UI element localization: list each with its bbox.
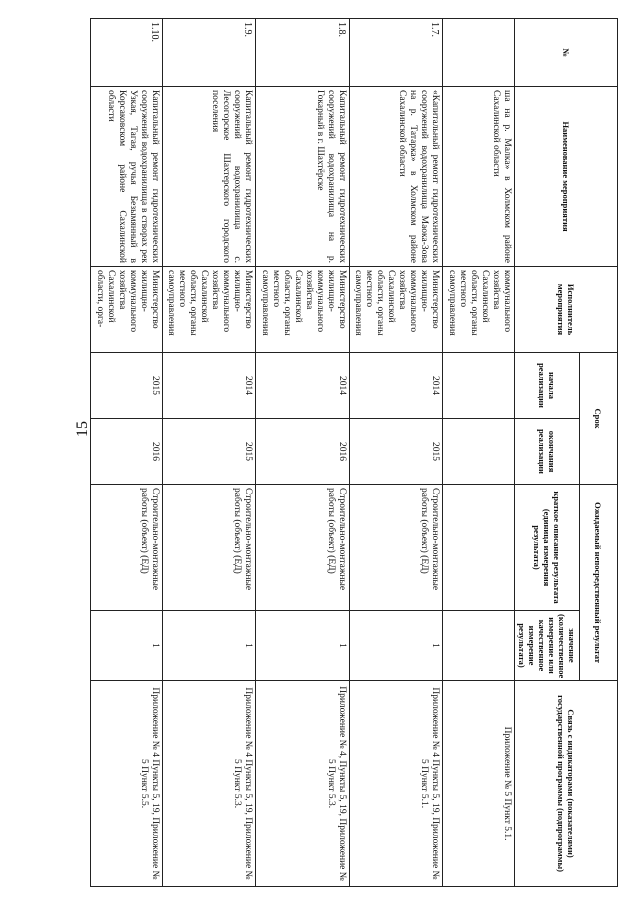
cell-executor: Министерство жилищно-коммунального хозяйства Сахалинской области, органы местного самоуправления: [256, 267, 350, 353]
cell-start: 2014: [162, 353, 256, 419]
cell-executor: Министерство жилищно-коммунального хозяйства Сахалинской области, орга-: [91, 267, 163, 353]
cell-desc: Строительно-монтажные работы (объект) (ЕД): [162, 485, 256, 611]
cell-value: 1: [91, 611, 163, 681]
cell-name: ша на р. Малка» в Холмском районе Сахалинской области: [443, 87, 515, 267]
cell-link: Приложение № 4, Пункты 5, 19, Приложение № 5 Пункт 5.3.: [256, 681, 350, 887]
cell-name: «Капитальный ремонт гидротехнических сооружений водохранилища Маока-Зова на р. Татарка» в Холмском районе Сахалинской области: [349, 87, 443, 267]
cell-num: 1.7.: [349, 19, 443, 87]
cell-end: [443, 419, 515, 485]
cell-end: 2015: [162, 419, 256, 485]
table-row: [443, 19, 515, 887]
header-result-desc: краткое описание результата (единица измерения результата): [515, 485, 580, 611]
cell-desc: [443, 485, 515, 611]
cell-value: 1: [162, 611, 256, 681]
cell-start: 2015: [91, 353, 163, 419]
cell-desc: Строительно-монтажные работы (объект) (ЕД): [91, 485, 163, 611]
table-row: [162, 19, 256, 887]
cell-num: 1.10.: [91, 19, 163, 87]
page-number: 15: [74, 421, 91, 437]
cell-num: [443, 19, 515, 87]
cell-end: 2016: [91, 419, 163, 485]
cell-desc: Строительно-монтажные работы (объект) (ЕД): [256, 485, 350, 611]
cell-name: Капитальный ремонт гидротехнических сооружений водохранилища с. Лесогорское Шахтерского городского поселения: [162, 87, 256, 267]
cell-link: Приложение № 4 Пункты 5, 19, Приложение № 5 Пункт 5.3.: [162, 681, 256, 887]
cell-value: 1: [256, 611, 350, 681]
header-start: начала реализации: [515, 353, 580, 419]
table-row: [91, 19, 163, 887]
table-row: [256, 19, 350, 887]
cell-num: 1.9.: [162, 19, 256, 87]
cell-name: Капитальный ремонт гидротехнических сооружений водохранилища на р. Гокарный в г. Шахтёрске: [256, 87, 350, 267]
cell-link: Приложение № 4 Пункты 5, 19, Приложение № 5 Пункт 5.1.: [349, 681, 443, 887]
header-result: Ожидаемый непосредственный результат: [580, 485, 618, 681]
cell-start: 2014: [349, 353, 443, 419]
cell-executor: Министерство жилищно-коммунального хозяйства Сахалинской области, органы местного самоуправления: [349, 267, 443, 353]
rotated-table-wrapper: [90, 18, 618, 886]
cell-name: Капитальный ремонт гидротехнических сооружений водохранилища в створах рек Узкая, Тагая, ручья Безымянный в Корсаковском районе Сахалинской области: [91, 87, 163, 267]
header-name: Наименование мероприятия: [515, 87, 618, 267]
cell-value: 1: [349, 611, 443, 681]
cell-end: 2015: [349, 419, 443, 485]
cell-end: 2016: [256, 419, 350, 485]
cell-num: 1.8.: [256, 19, 350, 87]
cell-value: [443, 611, 515, 681]
header-result-value: значение (количественное измерение или качественное измерение результата): [515, 611, 580, 681]
cell-executor: коммунального хозяйства Сахалинской области, органы местного самоуправления: [443, 267, 515, 353]
cell-desc: Строительно-монтажные работы (объект) (ЕД): [349, 485, 443, 611]
header-end: окончания реализации: [515, 419, 580, 485]
cell-start: [443, 353, 515, 419]
cell-link: Приложение № 4 Пункты 5, 19, Приложение № 5 Пункт 5.5.: [91, 681, 163, 887]
header-num: №: [515, 19, 618, 87]
table-row: [349, 19, 443, 887]
header-term: Срок: [580, 353, 618, 485]
cell-start: 2014: [256, 353, 350, 419]
header-executor: Исполнитель мероприятия: [515, 267, 618, 353]
cell-link: Приложение № 5 Пункт 5.1.: [443, 681, 515, 887]
cell-executor: Министерство жилищно-коммунального хозяйства Сахалинской области, органы местного самоуправления: [162, 267, 256, 353]
header-link: Связь с индикаторами (показателями) государственной программы (подпрограммы): [515, 681, 618, 887]
activities-table: [90, 18, 618, 887]
